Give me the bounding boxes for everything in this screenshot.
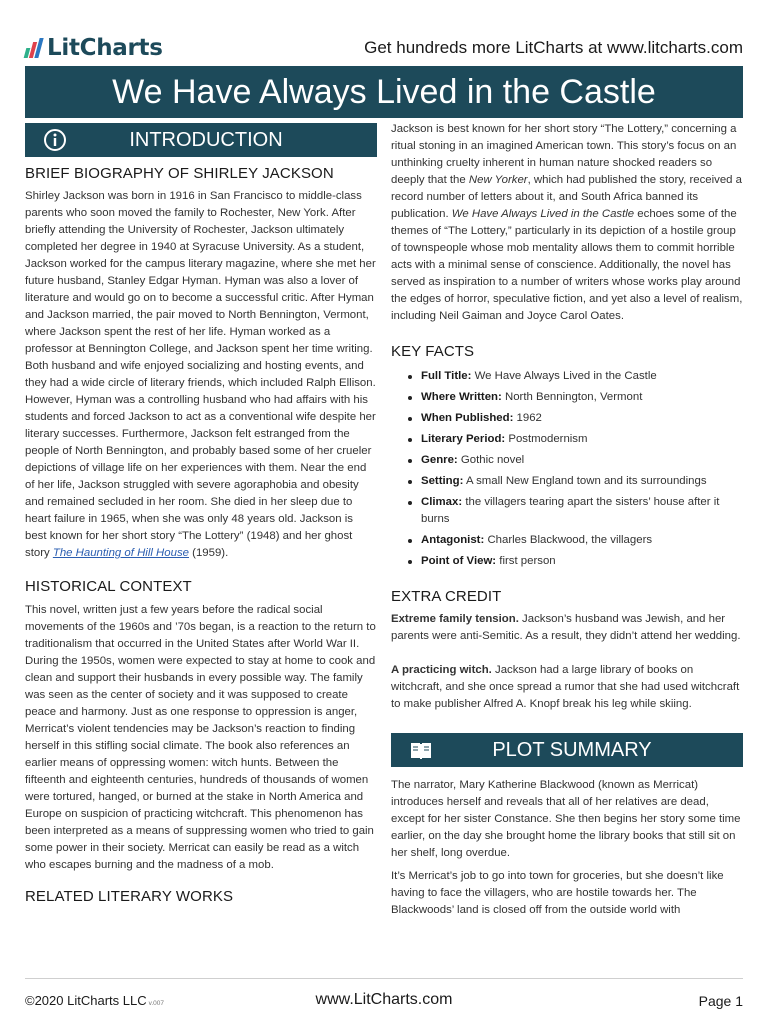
extra-credit-item: Extreme family tension. Jackson’s husband was Jewish, and her parents were anti-Semitic. As a result, they didn’t attend her wedding. (391, 613, 741, 642)
haunting-hill-house-link[interactable]: The Haunting of Hill House (52, 547, 189, 559)
related-paragraph (391, 121, 743, 325)
plot-paragraph-2: It’s Merricat’s job to go into town for groceries, but she doesn’t like having to face the villagers, who are hostile towards her. The Blackwoods’ land is closed off from the outside world with (391, 870, 724, 916)
page-title: We Have Always Lived in the Castle (25, 66, 743, 118)
introduction-header (25, 123, 377, 157)
related-heading: RELATED LITERARY WORKS (25, 888, 234, 905)
page-header (25, 34, 743, 64)
promo-link[interactable]: Get hundreds more LitCharts at www.litcharts.com (364, 38, 743, 57)
historical-heading: HISTORICAL CONTEXT (25, 578, 192, 595)
page-footer (25, 978, 743, 1024)
list-item: Where Written: North Bennington, Vermont (391, 389, 743, 406)
historical-paragraph: This novel, written just a few years before the radical social movements of the 1960s and ’70s began, is a reaction to the return to traditionalism that occurred in the United States after World War II. During the 1950s, women were expected to stay at home to cook and clean and support their husbands in every possible way. The family was seen as the center of society and it was supposed to create peace and harmony. Just as one response to oppression is anger, Merricat’s violent tendencies may be Jackson’s reaction to finding herself in this stifling social climate. The book also references an earlier means of oppressing women: witch hunts. Between the fifteenth and eighteenth centuries, hundreds of thousands of women were tortured, hanged, or burned at the stake in North America and Europe on suspicion of practicing witchcraft. This phenomenon has been interpreted as a means of suppressing women who tried to gain some power in their society. Merricat can easily be read as a witch who escapes burning and the madness of a mob. (25, 604, 376, 871)
right-column (391, 121, 743, 919)
book-icon (409, 738, 433, 762)
page-number: Page 1 (698, 993, 743, 1009)
list-item: Full Title: We Have Always Lived in the Castle (391, 368, 743, 385)
logo-bars-icon (25, 38, 41, 58)
list-item: When Published: 1962 (391, 410, 743, 427)
list-item: Antagonist: Charles Blackwood, the villagers (391, 532, 743, 549)
key-facts-heading: KEY FACTS (391, 343, 475, 360)
list-item: Setting: A small New England town and its surroundings (391, 473, 743, 490)
bio-tail: (1959). (189, 547, 229, 559)
version-label: v.007 (148, 1000, 165, 1007)
list-item: Climax: the villagers tearing apart the sisters’ house after it burns (391, 494, 743, 528)
bio-text: Shirley Jackson was born in 1916 in San Francisco to middle-class parents who soon moved the family to Rochester, New York. After briefly attending the University of Rochester, Jackson ultimately completed her degree in 1940 at Syracuse University. As a student, Jackson worked for the campus literary magazine, where she met her future husband, Stanley Edgar Hyman. Hyman was also a lover of literature and would go on to become a successful critic. After Hyman and Jackson married, the pair moved to North Bennington, Vermont, where Jackson spent the rest of her life. Hyman worked as a professor at Bennington College, and Jackson spent her time writing. Both husband and wife enjoyed socializing and hosting events, and they had a wide circle of literary friends, which included Ralph Ellison. However, Hyman was a controlling husband who had affairs with his students and forced Jackson to act as a conventional wife despite her literary successes. Furthermore, Jackson felt estranged from the people of North Bennington, and probably based some of her crueler depictions of village life on her experiences with them. Near the end of her life, Jackson struggled with severe agoraphobia and obesity and remained secluded in her room. She died in her sleep due to heart failure in 1965, when she was only 48 years old. Jackson is best known for her short story “The Lottery” (1948) and her ghost story (25, 190, 376, 559)
bio-paragraph (25, 188, 377, 562)
litcharts-logo[interactable] (25, 34, 163, 62)
related-text-2: , which had published the story, received a record number of letters about it, and South Africa banned its publication. (391, 174, 743, 220)
related-text-3: echoes some of the themes of “The Lottery,” particularly in its depiction of a hostile group of townspeople whose mob mentality allows them to commit horrible acts with a minimal sense of conscience. Additionally, the novel has served as inspiration to a number of writers whose works play around the edges of horror, speculative fiction, and yet also a level of realism, including Neil Gaiman and Joyce Carol Oates. (391, 208, 743, 322)
info-icon (43, 128, 67, 152)
section-title: PLOT SUMMARY (492, 738, 652, 761)
related-text-1: Jackson is best known for her short story “The Lottery,” concerning a ritual stoning in an imagined American town. This story’s focus on an unthinking cruelty inherent in human nature shocked readers so deeply that the (391, 123, 737, 186)
extra-credit-heading: EXTRA CREDIT (391, 588, 502, 605)
list-item: Literary Period: Postmodernism (391, 431, 743, 448)
novel-title: We Have Always Lived in the Castle (451, 208, 635, 220)
plot-paragraph-1: The narrator, Mary Katherine Blackwood (known as Merricat) introduces herself and reveals that all of her relatives are dead, except for her sister Constance. She then begins her story some time earlier, on the day she brought home the library books that still sit on her shelf, long overdue. (391, 779, 741, 859)
copyright: ©2020 LitCharts LLC v.007 (25, 993, 165, 1008)
new-yorker-title: New Yorker (468, 174, 528, 186)
plot-summary-header (391, 733, 743, 767)
bio-heading: BRIEF BIOGRAPHY OF SHIRLEY JACKSON (25, 165, 334, 182)
list-item: Genre: Gothic novel (391, 452, 743, 469)
key-facts-list (391, 368, 743, 570)
footer-site-link[interactable]: www.LitCharts.com (315, 991, 453, 1008)
logo-text: LitCharts (47, 35, 163, 61)
left-column (25, 123, 377, 905)
extra-credit-item: A practicing witch. Jackson had a large library of books on witchcraft, and she once spread a rumor that she had used witchcraft to make publisher Alfred A. Knopf break his leg while skiing. (391, 664, 740, 710)
list-item: Point of View: first person (391, 553, 743, 570)
section-title: INTRODUCTION (129, 128, 283, 151)
